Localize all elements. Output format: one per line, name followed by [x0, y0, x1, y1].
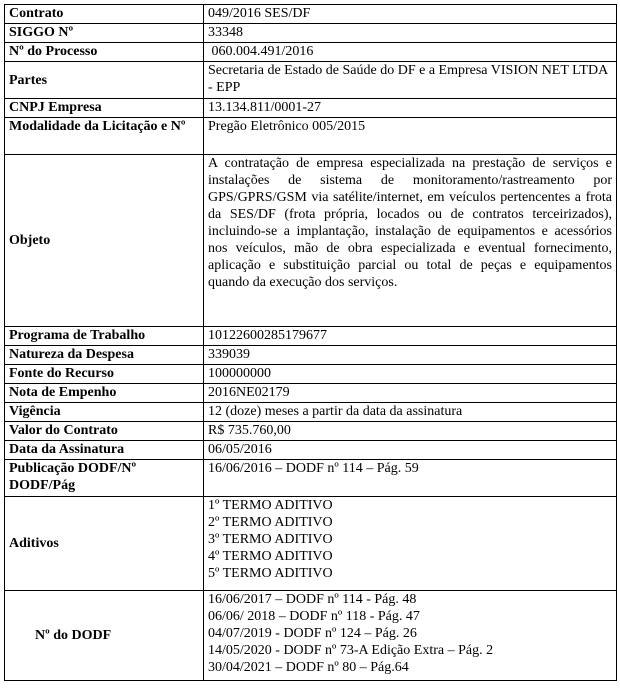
value-empenho: 2016NE02179: [204, 384, 617, 403]
label-programa: Programa de Trabalho: [5, 327, 204, 346]
label-fonte: Fonte do Recurso: [5, 365, 204, 384]
label-vigencia: Vigência: [5, 403, 204, 422]
label-valor: Valor do Contrato: [5, 422, 204, 441]
value-processo-text: 060.004.491/2016: [211, 44, 314, 59]
row-modalidade: [5, 118, 617, 155]
value-contrato: 049/2016 SES/DF: [204, 5, 617, 24]
row-programa: [5, 327, 617, 346]
row-processo: [5, 43, 617, 62]
row-publicacao: [5, 460, 617, 497]
value-modalidade: Pregão Eletrônico 005/2015: [204, 118, 617, 155]
value-processo: [204, 43, 617, 62]
label-cnpj: CNPJ Empresa: [5, 99, 204, 118]
row-vigencia: [5, 403, 617, 422]
dodf-item: 04/07/2019 - DODF nº 124 – Pág. 26: [208, 626, 417, 641]
value-programa: 10122600285179677: [204, 327, 617, 346]
aditivo-item: 2º TERMO ADITIVO: [208, 515, 333, 530]
row-contrato: [5, 5, 617, 24]
value-dodf: [204, 591, 617, 681]
row-dodf: [5, 591, 617, 681]
row-objeto: [5, 155, 617, 327]
value-partes: Secretaria de Estado de Saúde do DF e a Empresa VISION NET LTDA - EPP: [204, 62, 617, 99]
row-valor: [5, 422, 617, 441]
value-vigencia: 12 (doze) meses a partir da data da assinatura: [204, 403, 617, 422]
row-siggo: [5, 24, 617, 43]
label-publicacao: Publicação DODF/Nº DODF/Pág: [5, 460, 204, 497]
row-fonte: [5, 365, 617, 384]
row-aditivos: [5, 497, 617, 591]
value-objeto: A contratação de empresa especializada na prestação de serviços e instalações de sistema de monitoramento/rastreamento por GPS/GPRS/GSM via satélite/internet, em veículos pertencentes a frota da SES/DF (frota própria, locados ou de contratos terceirizados), incluindo-se a implantação, instalação de equipamentos e acessórios nos veículos, mão de obra especializada e eventual fornecimento, aplicação e substituição parcial ou total de peças e equipamentos quando da execução dos serviços.: [204, 155, 617, 327]
value-publicacao: 16/06/2016 – DODF nº 114 – Pág. 59: [204, 460, 617, 497]
value-assinatura: 06/05/2016: [204, 441, 617, 460]
dodf-item: 16/06/2017 – DODF nº 114 - Pág. 48: [208, 592, 417, 607]
label-siggo: SIGGO Nº: [5, 24, 204, 43]
value-fonte: 100000000: [204, 365, 617, 384]
value-natureza: 339039: [204, 346, 617, 365]
label-aditivos: Aditivos: [5, 497, 204, 591]
dodf-item: 06/06/ 2018 – DODF nº 118 - Pág. 47: [208, 609, 420, 624]
row-assinatura: [5, 441, 617, 460]
row-cnpj: [5, 99, 617, 118]
label-objeto: Objeto: [5, 155, 204, 327]
label-dodf-text: Nº do DODF: [35, 628, 112, 643]
row-empenho: [5, 384, 617, 403]
label-dodf: [5, 591, 204, 681]
label-processo: Nº do Processo: [5, 43, 204, 62]
row-partes: [5, 62, 617, 99]
value-valor: R$ 735.760,00: [204, 422, 617, 441]
value-cnpj: 13.134.811/0001-27: [204, 99, 617, 118]
contract-summary-table: [4, 4, 617, 681]
dodf-item: 14/05/2020 - DODF nº 73-A Edição Extra – Pág. 2: [208, 643, 494, 658]
label-contrato: Contrato: [5, 5, 204, 24]
aditivo-item: 4º TERMO ADITIVO: [208, 549, 333, 564]
dodf-item: 30/04/2021 – DODF nº 80 – Pág.64: [208, 660, 409, 675]
aditivo-item: 3º TERMO ADITIVO: [208, 532, 333, 547]
aditivo-item: 5º TERMO ADITIVO: [208, 566, 333, 581]
label-empenho: Nota de Empenho: [5, 384, 204, 403]
label-partes: Partes: [5, 62, 204, 99]
label-assinatura: Data da Assinatura: [5, 441, 204, 460]
label-modalidade: Modalidade da Licitação e Nº: [5, 118, 204, 155]
row-natureza: [5, 346, 617, 365]
aditivo-item: 1º TERMO ADITIVO: [208, 498, 333, 513]
value-aditivos: [204, 497, 617, 591]
value-siggo: 33348: [204, 24, 617, 43]
label-natureza: Natureza da Despesa: [5, 346, 204, 365]
